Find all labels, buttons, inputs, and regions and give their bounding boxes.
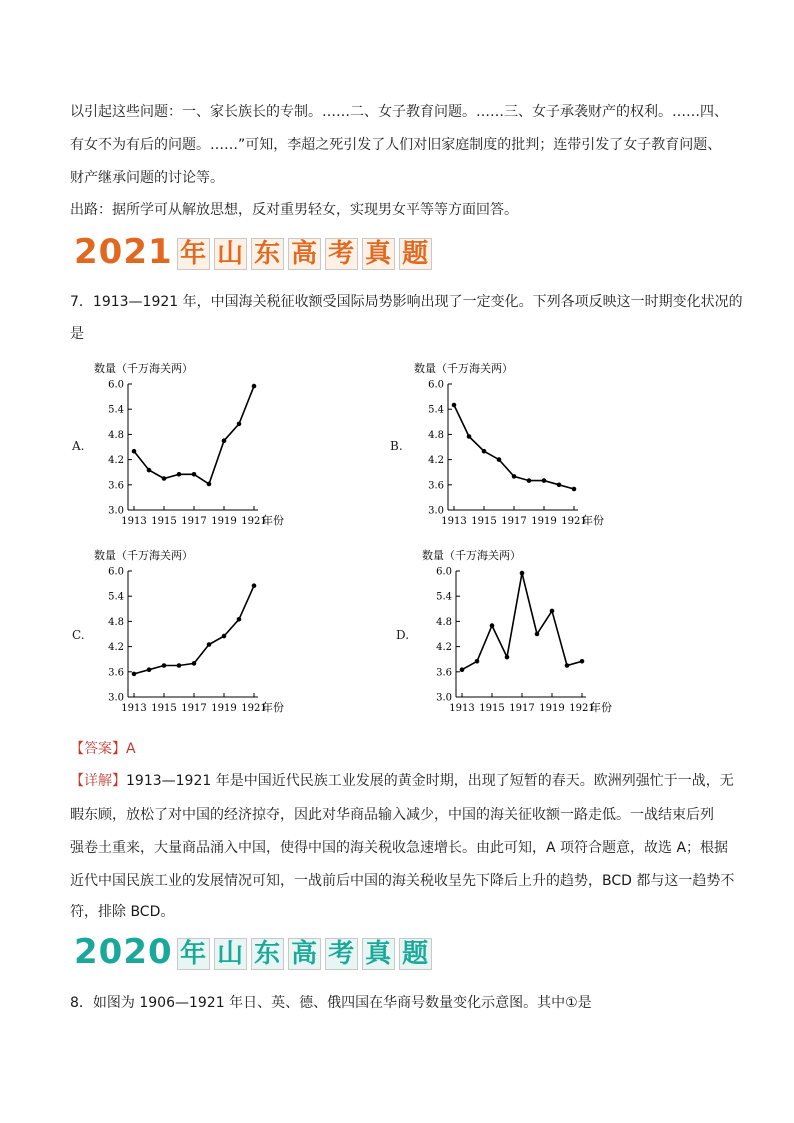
data-point	[252, 384, 257, 389]
y-tick-label: 4.8	[108, 616, 124, 628]
option-c-label: C.	[72, 628, 85, 642]
option-d-label: D.	[396, 628, 410, 642]
chart-option-b	[410, 358, 630, 533]
data-point	[177, 472, 182, 477]
x-tick-label: 1921	[561, 516, 587, 527]
y-tick-label: 4.8	[108, 429, 124, 441]
data-point	[520, 571, 525, 576]
explanation-label: 【详解】	[70, 773, 126, 789]
y-tick-label: 4.2	[428, 455, 444, 467]
y-tick-label: 6.0	[108, 566, 124, 578]
y-tick-label: 4.8	[428, 429, 444, 441]
answer-label: 【答案】	[70, 741, 126, 757]
y-axis-label: 数量（千万海关两）	[422, 549, 521, 562]
y-tick-label: 5.4	[428, 404, 444, 416]
y-tick-label: 3.0	[428, 505, 444, 517]
data-point	[177, 663, 182, 668]
x-tick-label: 1917	[501, 516, 527, 527]
x-tick-label: 1919	[211, 703, 237, 714]
data-point	[482, 449, 487, 454]
x-tick-label: 1921	[569, 703, 595, 714]
explanation-line-3: 强卷土重来，大量商品涌入中国，使得中国的海关税收急速增长。由此可知，A 项符合题意，故选 A；根据	[70, 840, 729, 856]
y-tick-label: 3.0	[108, 505, 124, 517]
data-point	[237, 617, 242, 622]
question-7-line-1: 7．1913—1921 年，中国海关税征收额受国际局势影响出现了一定变化。下列各项反映这一时期变化状况的	[70, 294, 743, 310]
banner-2021-char: 高	[288, 238, 321, 270]
data-point	[452, 403, 457, 408]
data-point	[467, 434, 472, 439]
data-point	[192, 661, 197, 666]
data-point	[497, 457, 502, 462]
x-tick-label: 1915	[151, 703, 177, 714]
x-axis-label: 年份	[582, 514, 604, 527]
data-point	[550, 609, 555, 614]
x-tick-label: 1919	[531, 516, 557, 527]
y-tick-label: 6.0	[436, 566, 452, 578]
data-point	[490, 623, 495, 628]
banner-2021-char: 题	[399, 238, 432, 270]
x-tick-label: 1917	[509, 703, 535, 714]
data-point	[222, 438, 227, 443]
banner-2021-char: 年	[177, 238, 210, 270]
data-point	[132, 672, 137, 677]
x-tick-label: 1913	[449, 703, 475, 714]
x-tick-label: 1913	[441, 516, 467, 527]
banner-2020-char: 题	[399, 938, 432, 970]
banner-2020-char: 山	[214, 938, 247, 970]
series-line	[134, 386, 254, 484]
banner-2020	[74, 932, 432, 970]
y-tick-label: 4.8	[436, 616, 452, 628]
y-tick-label: 3.6	[436, 667, 452, 679]
x-tick-label: 1913	[121, 516, 147, 527]
data-point	[565, 663, 570, 668]
explanation-line-4: 近代中国民族工业的发展情况可知，一战前后中国的海关税收呈先下降后上升的趋势，BCD 都与这一趋势不	[70, 873, 735, 889]
banner-2020-char: 东	[251, 938, 284, 970]
banner-2021-char: 山	[214, 238, 247, 270]
data-point	[535, 632, 540, 637]
y-tick-label: 4.2	[108, 642, 124, 654]
answer-value: A	[126, 741, 136, 757]
banner-2020-char: 高	[288, 938, 321, 970]
banner-2021-char: 东	[251, 238, 284, 270]
data-point	[237, 422, 242, 427]
chart-option-d	[418, 545, 638, 720]
data-point	[132, 449, 137, 454]
text-line-3: 财产继承问题的讨论等。	[70, 170, 224, 186]
y-tick-label: 4.2	[108, 455, 124, 467]
explanation-text: 1913—1921 年是中国近代民族工业发展的黄金时期，出现了短暂的春天。欧洲列强忙于一战，无	[126, 773, 734, 789]
banner-2021-year: 2021	[74, 232, 173, 272]
banner-2021-char: 真	[362, 238, 395, 270]
y-tick-label: 3.0	[108, 692, 124, 704]
banner-2020-char: 考	[325, 938, 358, 970]
data-point	[207, 642, 212, 647]
answer	[70, 740, 136, 758]
data-point	[505, 655, 510, 660]
x-tick-label: 1917	[181, 703, 207, 714]
x-tick-label: 1915	[151, 516, 177, 527]
x-tick-label: 1921	[241, 516, 267, 527]
data-point	[527, 478, 532, 483]
y-tick-label: 5.4	[108, 404, 124, 416]
data-point	[192, 472, 197, 477]
x-axis-label: 年份	[590, 701, 612, 714]
data-point	[147, 667, 152, 672]
banner-2020-char: 真	[362, 938, 395, 970]
y-tick-label: 5.4	[108, 591, 124, 603]
chart-option-a	[90, 358, 300, 533]
text-line-4: 出路：据所学可从解放思想，反对重男轻女，实现男女平等等方面回答。	[70, 202, 518, 218]
y-axis-label: 数量（千万海关两）	[94, 549, 193, 562]
x-tick-label: 1919	[211, 516, 237, 527]
chart-option-c	[90, 545, 300, 720]
y-tick-label: 3.6	[428, 480, 444, 492]
series-line	[462, 573, 582, 670]
x-tick-label: 1915	[471, 516, 497, 527]
y-axis-label: 数量（千万海关两）	[94, 362, 193, 375]
y-tick-label: 5.4	[436, 591, 452, 603]
data-point	[580, 659, 585, 664]
banner-2021-char: 考	[325, 238, 358, 270]
x-tick-label: 1915	[479, 703, 505, 714]
banner-2021	[74, 232, 432, 270]
text-line-1: 以引起这些问题：一、家长族长的专制。……二、女子教育问题。……三、女子承袭财产的权利。……四、	[70, 104, 728, 120]
y-tick-label: 3.6	[108, 667, 124, 679]
y-tick-label: 6.0	[428, 379, 444, 391]
data-point	[572, 487, 577, 492]
x-axis-label: 年份	[262, 514, 284, 527]
data-point	[557, 483, 562, 488]
explanation-line-1	[70, 772, 734, 790]
series-line	[134, 586, 254, 674]
question-7-line-2: 是	[70, 326, 84, 342]
explanation-line-5: 符，排除 BCD。	[70, 904, 175, 920]
y-tick-label: 3.6	[108, 480, 124, 492]
data-point	[207, 482, 212, 487]
x-tick-label: 1917	[181, 516, 207, 527]
y-tick-label: 3.0	[436, 692, 452, 704]
y-tick-label: 6.0	[108, 379, 124, 391]
data-point	[162, 663, 167, 668]
y-tick-label: 4.2	[436, 642, 452, 654]
x-axis-label: 年份	[262, 701, 284, 714]
data-point	[252, 583, 257, 588]
question-8-line-1: 8．如图为 1906—1921 年日、英、德、俄四国在华商号数量变化示意图。其中①是	[70, 995, 592, 1011]
explanation-line-2: 暇东顾，放松了对中国的经济掠夺，因此对华商品输入减少，中国的海关征收额一路走低。一战结束后列	[70, 807, 714, 823]
x-tick-label: 1913	[121, 703, 147, 714]
data-point	[475, 659, 480, 664]
data-point	[162, 476, 167, 481]
data-point	[512, 474, 517, 479]
text-line-2: 有女不为有后的问题。……”可知，李超之死引发了人们对旧家庭制度的批判；连带引发了女子教育问题、	[70, 137, 722, 153]
banner-2020-year: 2020	[74, 932, 173, 972]
option-b-label: B.	[390, 439, 403, 453]
banner-2020-char: 年	[177, 938, 210, 970]
y-axis-label: 数量（千万海关两）	[414, 362, 513, 375]
data-point	[542, 478, 547, 483]
x-tick-label: 1921	[241, 703, 267, 714]
x-tick-label: 1919	[539, 703, 565, 714]
data-point	[460, 667, 465, 672]
data-point	[147, 468, 152, 473]
data-point	[222, 634, 227, 639]
option-a-label: A.	[72, 439, 85, 453]
